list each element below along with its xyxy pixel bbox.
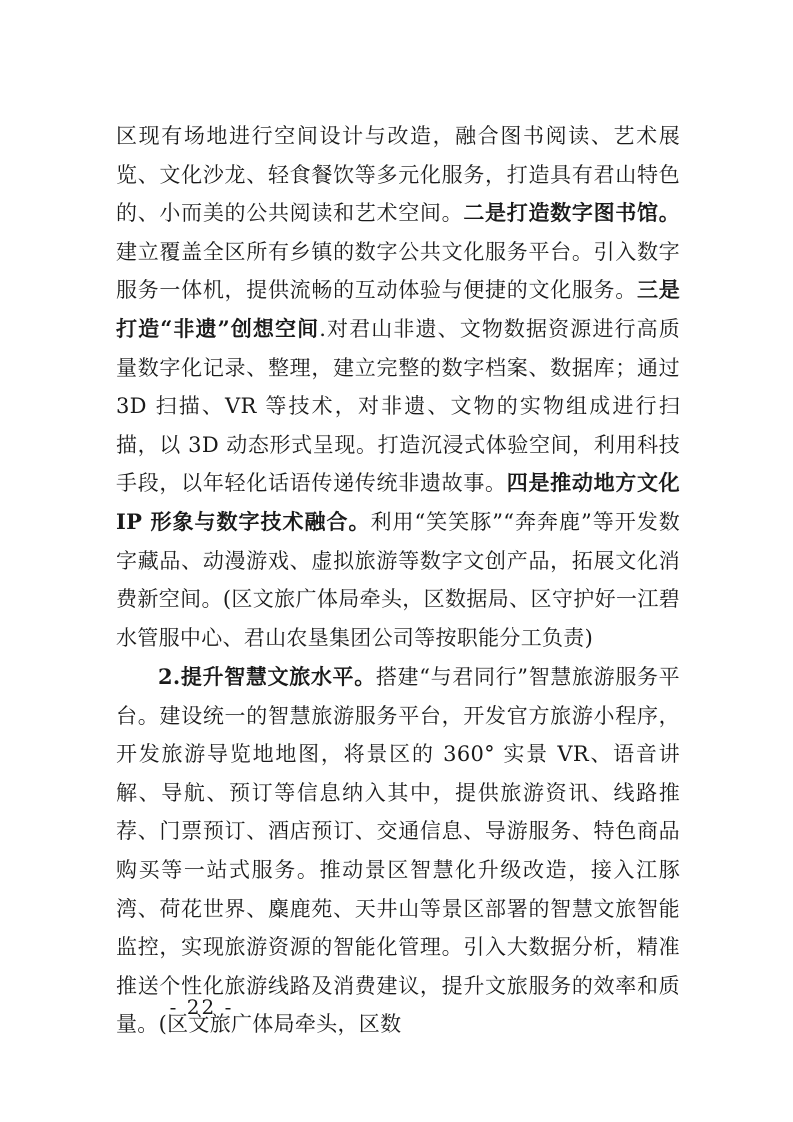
body-paragraph-1 bbox=[116, 117, 680, 657]
paragraph-text: 利用“笑笑豚”“奔奔鹿”等开发数字藏品、动漫游戏、虚拟旅游等数字文创产品，拓展文化消费新空间。(区文旅广体局牵头，区数据局、区守护好一江碧水管服中心、君山农垦集团公司等按职能分工负责) bbox=[116, 509, 680, 650]
bold-heading-ip-integration: 四是推动地方文化 IP 形象与数字技术融合。 bbox=[116, 470, 680, 534]
paragraph-text: 搭建“与君同行”智慧旅游服务平台。建设统一的智慧旅游服务平台，开发官方旅游小程序，开发旅游导览地地图，将景区的 360° 实景 VR、语音讲解、导航、预订等信息纳入其中，提供旅游资讯、线路推荐、门票预订、酒店预订、交通信息、导游服务、特色商品购买等一站式服务。推动景区智慧化升级改造，接入江豚湾、荷花世界、麋鹿苑、天井山等景区部署的智慧文旅智能监控，实现旅游资源的智能化管理。引入大数据分析，精准推送个性化旅游线路及消费建议，提升文旅服务的效率和质量。(区文旅广体局牵头，区数 bbox=[116, 665, 680, 1037]
body-paragraph-2 bbox=[116, 658, 680, 1044]
paragraph-text: 区现有场地进行空间设计与改造，融合图书阅读、艺术展览、文化沙龙、轻食餐饮等多元化服务，打造具有君山特色的、小而美的公共阅读和艺术空间。 bbox=[116, 124, 680, 226]
bold-heading-digital-library: 二是打造数字图书馆。 bbox=[463, 200, 680, 226]
page-number: - 22 - bbox=[169, 995, 234, 1019]
paragraph-text: 建立覆盖全区所有乡镇的数字公共文化服务平台。引入数字服务一体机，提供流畅的互动体验与便捷的文化服务。 bbox=[116, 239, 680, 303]
bold-heading-smart-tourism: 2.提升智慧文旅水平。 bbox=[158, 664, 376, 689]
bold-heading-heritage-space: 三是打造“非遗”创想空间 bbox=[116, 277, 680, 341]
paragraph-text: .对君山非遗、文物数据资源进行高质量数字化记录、整理，建立完整的数字档案、数据库；通过 3D 扫描、VR 等技术，对非遗、文物的实物组成进行扫描，以 3D 动态形式呈现。打造沉浸式体验空间，利用科技手段，以年轻化话语传递传统非遗故事。 bbox=[116, 316, 680, 496]
